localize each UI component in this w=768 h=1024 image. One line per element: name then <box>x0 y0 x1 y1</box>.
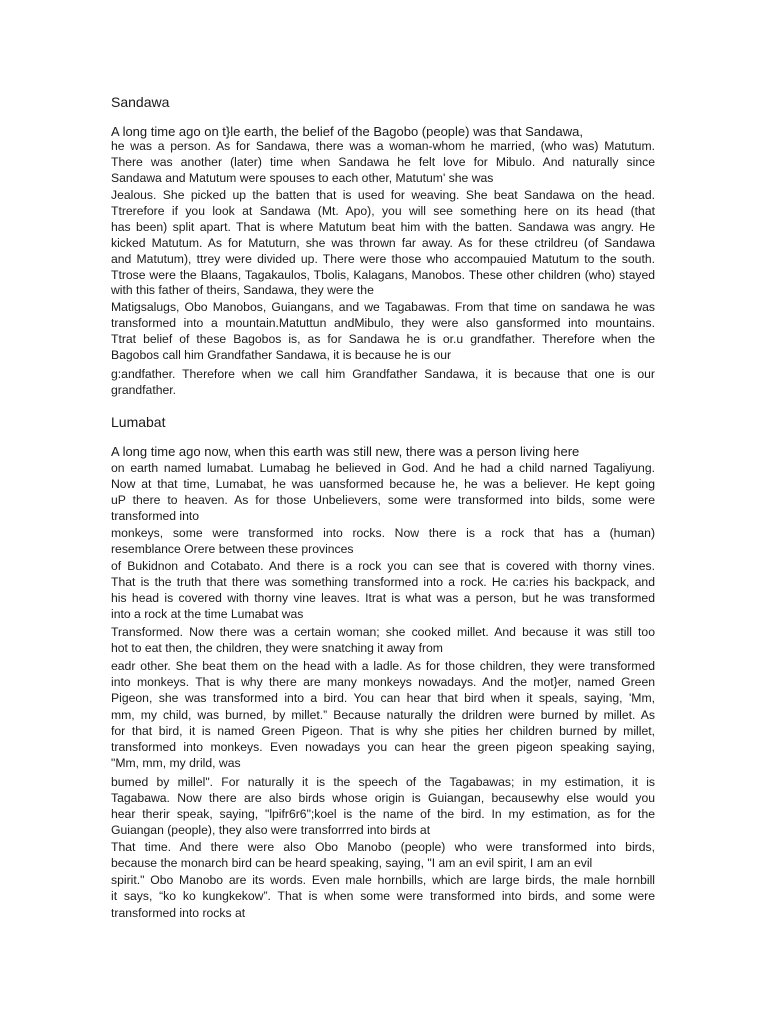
paragraph-line: eadr other. She beat them on the head with a ladle. As for those children, they were transformed <box>111 659 655 673</box>
paragraph-line: Sandawa and Matutum were spouses to each other, Matutum' she was <box>111 171 494 185</box>
paragraph-line: transformed into rocks at <box>111 906 246 920</box>
paragraph-line: Jealous. She picked up the batten that is used for weaving. She beat Sandawa on the head. <box>111 188 655 202</box>
paragraph-line: hear therir speak, saying, "lpifr6r6";koel is the name of the bird. In my estimation, as for the <box>111 807 655 821</box>
paragraph-line: Matigsalugs, Obo Manobos, Guiangans, and we Tagabawas. From that time on sandawa he was <box>111 300 655 314</box>
paragraph-line: There was another (later) time when Sandawa he felt love for Mibulo. And naturally since <box>111 155 655 169</box>
paragraph-line: Transformed. Now there was a certain woman; she cooked millet. And because it was still too <box>111 625 655 639</box>
paragraph-line: kicked Matutum. As for Matuturn, she was thrown far away. As for these ctrildreu (of Sandawa <box>111 236 655 250</box>
paragraph-line: with this father of theirs, Sandawa, they were the <box>111 283 374 297</box>
paragraph-line: transformed into monkeys. Even nowadays you can hear the green pigeon speaking saying, <box>111 740 655 754</box>
paragraph-line: A long time ago now, when this earth was still new, there was a person living here <box>111 444 580 459</box>
paragraph-line: Tagabawa. Now there are also birds whose origin is Guiangan, becausewhy else would you <box>111 791 655 805</box>
paragraph-line: transformed into <box>111 509 200 523</box>
paragraph-line: Ttrat belief of these Bagobos is, as for Sandawa he is or.u grandfather. Therefore when the <box>111 332 655 346</box>
paragraph-line: it says, “ko ko kungkekow”. That is when some were transformed into birds, and some were <box>111 889 655 903</box>
paragraph-line: into a rock at the time Lumabat was <box>111 607 304 621</box>
paragraph-line: Bagobos call him Grandfather Sandawa, it is because he is our <box>111 348 452 362</box>
paragraph-line: for that bird, it is named Green Pigeon. That is why she pities her children burned by millet, <box>111 724 655 738</box>
section-title-sandawa: Sandawa <box>111 94 170 110</box>
paragraph-line: resemblance Orere between these provinces <box>111 542 354 556</box>
paragraph-line: That is the truth that there was something transformed into a rock. He ca:ries his backpack, and <box>111 575 655 589</box>
paragraph-line: bumed by millel". For naturally it is the speech of the Tagabawas; in my estimation, it is <box>111 775 655 789</box>
paragraph-line: "Mm, mm, my drild, was <box>111 756 241 770</box>
paragraph-line: A long time ago on t}le earth, the belief of the Bagobo (people) was that Sandawa, <box>111 124 583 139</box>
paragraph-line: Ttrerefore if you look at Sandawa (Mt. Apo), you will see something here on its head (that <box>111 204 655 218</box>
paragraph-line: and Matutum), ttrey were divided up. There were those who accompauied Matutum to the south. <box>111 252 655 266</box>
paragraph-line: Guiangan (people), they also were transforrred into birds at <box>111 823 431 837</box>
paragraph-line: of Bukidnon and Cotabato. And there is a rock you can see that is covered with thorny vines. <box>111 559 655 573</box>
paragraph-line: his head is covered with thorny vine leaves. Itrat is what was a person, but he was transformed <box>111 591 655 605</box>
paragraph-line: because the monarch bird can be heard speaking, saying, "I am an evil spirit, I am an evil <box>111 856 593 870</box>
paragraph-line: grandfather. <box>111 383 177 397</box>
paragraph-line: monkeys, some were transformed into rocks. Now there is a rock that has a (human) <box>111 526 655 540</box>
paragraph-line: transformed into a mountain.Matuttun andMibulo, they were also gansformed into mountains. <box>111 316 655 330</box>
paragraph-line: Pigeon, she was transformed into a bird. You can hear that bird when it speals, saying, 'Mm, <box>111 691 655 705</box>
paragraph-line: Now at that time, Lumabat, he was uansformed because he, he was a believer. He kept going <box>111 477 655 491</box>
paragraph-line: into monkeys. That is why there are many monkeys nowadays. And the mot}er, named Green <box>111 675 655 689</box>
section-title-lumabat: Lumabat <box>111 414 166 430</box>
paragraph-line: spirit." Obo Manobo are its words. Even male hornbills, which are large birds, the male hornbill <box>111 873 655 887</box>
paragraph-line: That time. And there were also Obo Manobo (people) who were transformed into birds, <box>111 840 655 854</box>
paragraph-line: Ttrose were the Blaans, Tagakaulos, Tbolis, Kalagans, Manobos. These other children (who) stayed <box>111 268 655 282</box>
paragraph-line: on earth named lumabat. Lumabag he believed in God. And he had a child narned Tagaliyung. <box>111 461 655 475</box>
paragraph-line: he was a person. As for Sandawa, there was a woman-whom he married, (who was) Matutum. <box>111 139 655 153</box>
paragraph-line: g:andfather. Therefore when we call him Grandfather Sandawa, it is because that one is our <box>111 367 655 381</box>
paragraph-line: has been) split apart. That is where Matutum beat him with the batten. Sandawa was angry. He <box>111 220 655 234</box>
paragraph-line: hot to eat then, the children, they were snatching it away from <box>111 641 443 655</box>
paragraph-line: uP there to heaven. As for those Unbelievers, some were transformed into bilds, some were <box>111 493 655 507</box>
paragraph-line: mm, my child, was burned, by millet.” Because naturally the drildren were burned by millet. As <box>111 708 655 722</box>
